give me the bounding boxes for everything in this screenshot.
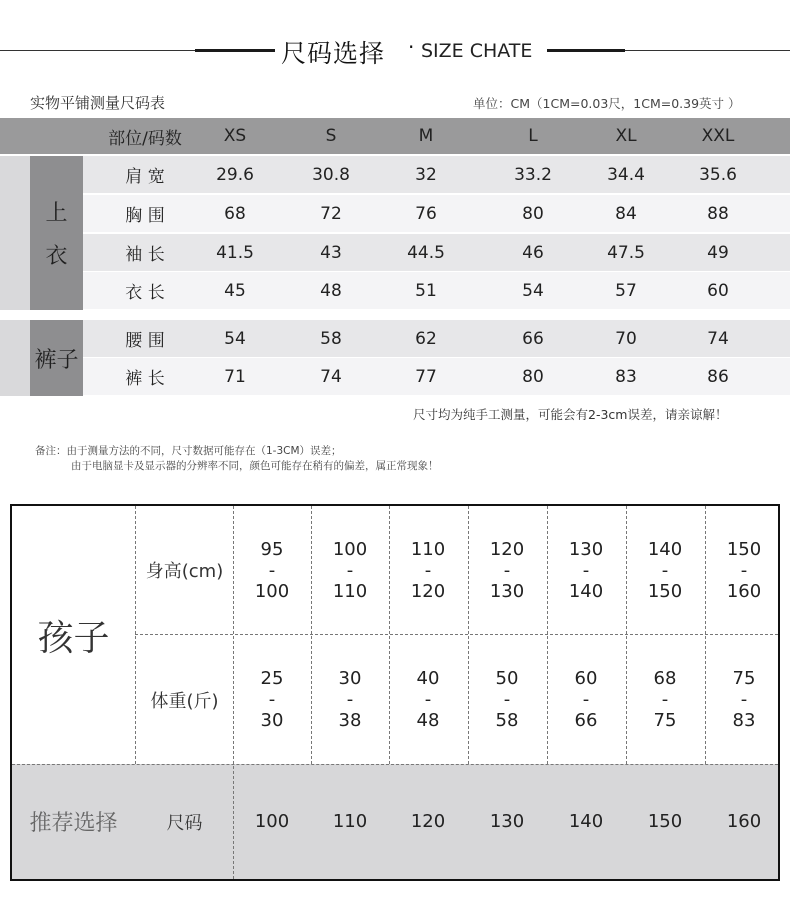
table-cell: 43 <box>320 242 342 263</box>
size-cell: 140 <box>568 811 604 832</box>
height-cell: 140 - 150 <box>647 538 683 602</box>
row-label: 袖 长 <box>125 245 165 265</box>
size-cell: 150 <box>647 811 683 832</box>
weight-cell: 30 - 38 <box>338 668 362 731</box>
table-row <box>0 195 790 232</box>
table-cell: 46 <box>522 242 544 263</box>
table-cell: 45 <box>224 280 246 301</box>
height-row-label: 身高(cm) <box>145 561 224 582</box>
table-cell: 71 <box>224 366 246 387</box>
table-cell: 74 <box>320 366 342 387</box>
header-part-size: 部位/码数 <box>108 128 182 149</box>
header-dot: · <box>408 35 415 59</box>
size-cell: 130 <box>489 811 525 832</box>
height-cell: 100 - 110 <box>332 538 368 602</box>
kids-label: 孩子 <box>12 506 136 764</box>
table-cell: 66 <box>522 328 544 349</box>
table-cell: 74 <box>707 328 729 349</box>
table-row <box>0 156 790 193</box>
row-label: 衣 长 <box>125 283 165 303</box>
size-header: XS <box>223 126 247 146</box>
table-cell: 72 <box>320 203 342 224</box>
size-row-label: 尺码 <box>166 812 203 834</box>
measurement-note: 尺寸均为纯手工测量，可能会有2-3cm误差，请亲谅解！ <box>413 407 728 422</box>
size-cell: 120 <box>410 811 446 832</box>
recommend-label: 推荐选择 <box>29 811 118 836</box>
weight-cell: 50 - 58 <box>495 668 519 731</box>
table-cell: 62 <box>415 328 437 349</box>
table-cell: 54 <box>522 280 544 301</box>
size-cell: 110 <box>332 811 368 832</box>
header-rule-right <box>547 49 625 52</box>
table-cell: 34.4 <box>607 164 645 185</box>
row-label: 裤 长 <box>125 369 165 389</box>
size-header: M <box>418 126 434 146</box>
weight-cell: 60 - 66 <box>574 668 598 731</box>
table-cell: 47.5 <box>607 242 645 263</box>
unit-note: 单位：CM（1CM=0.03尺，1CM=0.39英寸 ） <box>473 96 741 111</box>
table-cell: 86 <box>707 366 729 387</box>
table-cell: 35.6 <box>699 164 737 185</box>
table-cell: 30.8 <box>312 164 350 185</box>
table-cell: 54 <box>224 328 246 349</box>
table-cell: 60 <box>707 280 729 301</box>
weight-cell: 25 - 30 <box>260 668 284 731</box>
size-header: XL <box>615 126 637 146</box>
header-rule-left <box>195 49 275 52</box>
size-header: XXL <box>701 126 735 146</box>
table-cell: 32 <box>415 164 437 185</box>
size-header: L <box>528 126 538 146</box>
group-side-strip <box>0 320 30 396</box>
weight-cell: 68 - 75 <box>653 668 677 731</box>
header-title: 尺码选择 <box>281 39 386 68</box>
weight-row-label: 体重(斤) <box>150 690 219 712</box>
kids-size-table <box>10 504 780 881</box>
table-cell: 57 <box>615 280 637 301</box>
remark-line-2: 由于电脑显卡及显示器的分辨率不同，颜色可能存在稍有的偏差，属正常现象！ <box>71 460 439 472</box>
header-rule-right-thin <box>625 50 790 51</box>
size-header: S <box>325 126 337 146</box>
table-cell: 48 <box>320 280 342 301</box>
group-label-char: 衣 <box>45 244 68 269</box>
row-label: 腰 围 <box>125 331 165 351</box>
table-cell: 88 <box>707 203 729 224</box>
weight-cell: 75 - 83 <box>732 668 756 731</box>
table-cell: 80 <box>522 203 544 224</box>
table-cell: 33.2 <box>514 164 552 185</box>
group-side-strip <box>0 156 30 310</box>
table-cell: 44.5 <box>407 242 445 263</box>
table-cell: 70 <box>615 328 637 349</box>
table-header-row <box>0 118 790 154</box>
table-cell: 84 <box>615 203 637 224</box>
table-row <box>0 272 790 309</box>
table-cell: 80 <box>522 366 544 387</box>
table-caption: 实物平铺测量尺码表 <box>30 94 166 112</box>
table-cell: 76 <box>415 203 437 224</box>
table-row <box>0 358 790 395</box>
height-cell: 110 - 120 <box>410 538 446 602</box>
size-cell: 160 <box>726 811 762 832</box>
height-cell: 95 - 100 <box>254 538 290 602</box>
group-label-char: 上 <box>45 201 68 226</box>
table-cell: 83 <box>615 366 637 387</box>
table-cell: 49 <box>707 242 729 263</box>
group-label-top <box>30 156 83 310</box>
group-label-char: 裤子 <box>34 347 79 373</box>
table-cell: 41.5 <box>216 242 254 263</box>
size-cell: 100 <box>254 811 290 832</box>
table-cell: 51 <box>415 280 437 301</box>
table-cell: 68 <box>224 203 246 224</box>
row-label: 胸 围 <box>125 206 165 226</box>
table-cell: 58 <box>320 328 342 349</box>
table-cell: 29.6 <box>216 164 254 185</box>
weight-cell: 40 - 48 <box>416 668 440 731</box>
header-subtitle: SIZE CHATE <box>421 40 533 62</box>
table-row <box>0 234 790 271</box>
height-cell: 150 - 160 <box>726 538 762 602</box>
height-cell: 130 - 140 <box>568 538 604 602</box>
height-cell: 120 - 130 <box>489 538 525 602</box>
group-label-bottom <box>30 320 83 396</box>
remark-line-1: 备注：由于测量方法的不同，尺寸数据可能存在（1-3CM）误差； <box>35 445 342 457</box>
table-row <box>0 320 790 357</box>
table-cell: 77 <box>415 366 437 387</box>
row-label: 肩 宽 <box>125 167 165 187</box>
header-rule-left-thin <box>0 50 195 51</box>
